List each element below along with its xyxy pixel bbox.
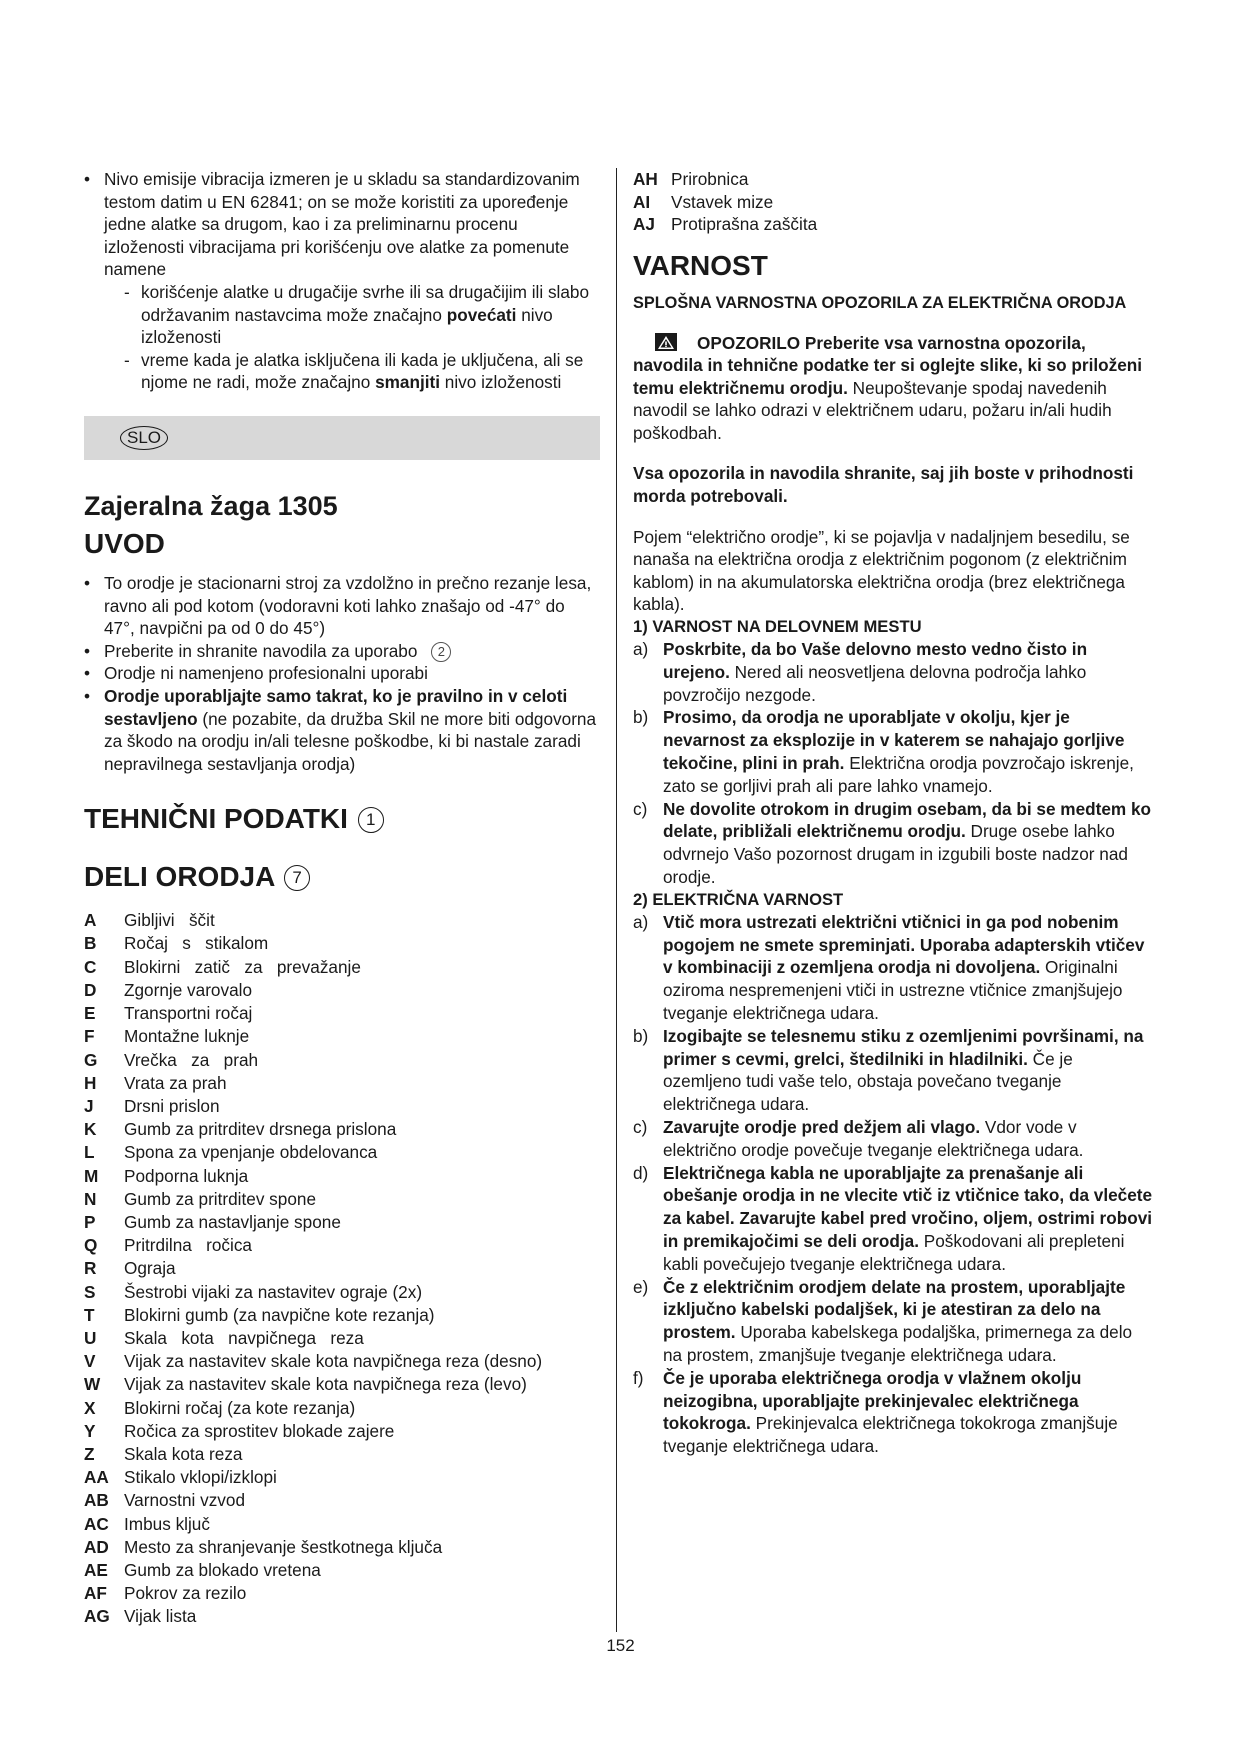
safety-item xyxy=(633,798,1153,889)
part-label: Pokrov za rezilo xyxy=(124,1583,247,1604)
part-label: Blokirni zatič za prevažanje xyxy=(124,956,361,977)
part-label: Prirobnica xyxy=(671,169,749,189)
part-row xyxy=(633,213,1153,236)
parts-list-continued xyxy=(633,168,1153,236)
part-label: Mesto za shranjevanje šestkotnega ključa xyxy=(124,1536,443,1557)
part-label: Montažne luknje xyxy=(124,1026,250,1047)
dash-text: vreme kada je alatka isključena ili kada je uključena, ali se njome ne radi, može značajno xyxy=(141,349,584,393)
language-band xyxy=(84,416,600,460)
figure-ref: 1 xyxy=(358,807,384,833)
item-text: Če je ozemljeno tudi vaše telo, obstaja povečano tveganje električnega udara. xyxy=(663,1048,1073,1115)
part-letter: AH xyxy=(633,169,658,189)
warning-bold: OPOZORILO Preberite vsa varnostna opozorila, navodila in tehnične podatke ter si oglejte slike, ki so priloženi temu električnemu orodju. xyxy=(633,332,1143,398)
part-label: Transportni ročaj xyxy=(124,1003,253,1024)
part-letter: H xyxy=(84,1072,97,1093)
safety-item xyxy=(633,1162,1153,1276)
vibration-dash-list xyxy=(104,281,600,394)
part-letter: S xyxy=(84,1281,96,1302)
part-row xyxy=(84,1211,600,1234)
safety-subheading: SPLOŠNA VARNOSTNA OPOZORILA ZA ELEKTRIČNA ORODJA xyxy=(633,293,1127,312)
part-label: Blokirni ročaj (za kote rezanja) xyxy=(124,1397,356,1418)
item-text: Poškodovani ali prepleteni kabli povečujejo tveganje električnega udara. xyxy=(663,1230,1125,1274)
part-letter: W xyxy=(84,1374,101,1395)
part-letter: Z xyxy=(84,1443,95,1464)
right-column xyxy=(633,168,1153,1458)
part-label: Gibljivi ščit xyxy=(124,910,215,931)
intro-bullet xyxy=(84,640,600,663)
keep-text: Vsa opozorila in navodila shranite, saj jih boste v prihodnosti morda potrebovali. xyxy=(633,463,1134,507)
part-row xyxy=(84,1257,600,1280)
part-label: Ograja xyxy=(124,1258,176,1279)
part-row xyxy=(84,1141,600,1164)
part-label: Imbus ključ xyxy=(124,1513,210,1534)
tech-title: TEHNIČNI PODATKI xyxy=(84,803,348,835)
item-text: Električna orodja povzročajo iskrenje, zato se gorljivi prah ali pare lahko vnamejo. xyxy=(663,753,1134,796)
part-letter: Y xyxy=(84,1420,96,1441)
part-row xyxy=(84,1072,600,1095)
part-row xyxy=(84,1118,600,1141)
part-label: Ročica za sprostitev blokade zajere xyxy=(124,1420,395,1441)
item-text: Nered ali neosvetljena delovna področja lahko povzročijo nezgode. xyxy=(663,661,1087,705)
part-letter: L xyxy=(84,1142,95,1163)
left-column xyxy=(84,168,600,1629)
item-text: Vdor vode v električno orodje povečuje tveganje električnega udara. xyxy=(663,1116,1084,1160)
tech-heading xyxy=(84,801,600,837)
part-row xyxy=(84,1397,600,1420)
part-label: Stikalo vklopi/izklopi xyxy=(124,1467,277,1488)
part-label: Podporna luknja xyxy=(124,1165,249,1186)
part-row xyxy=(84,1489,600,1512)
safety-item xyxy=(633,638,1153,706)
part-letter: U xyxy=(84,1327,97,1348)
part-row xyxy=(84,1373,600,1396)
intro-heading: UVOD xyxy=(84,527,165,559)
item-text: Originalni oziroma nespremenjeni vtiči in ustrezne vtičnice zmanjšujejo tveganje električnega udara. xyxy=(663,957,1123,1023)
intro-text: Preberite in shranite navodila za uporabo xyxy=(104,640,418,661)
part-row xyxy=(84,1095,600,1118)
item-letter: c) xyxy=(633,1116,648,1137)
item-text: Druge osebe lahko odvrnejo Vašo pozornost drugam in izgubili boste nadzor nad orodje. xyxy=(663,821,1128,887)
safety-item xyxy=(633,706,1153,797)
part-label: Vijak lista xyxy=(124,1606,197,1627)
dash-text: korišćenje alatke u drugačije svrhe ili sa drugačijim ili slabo održavanim nastavcima može značajno xyxy=(141,281,590,325)
vibration-list xyxy=(84,168,600,394)
part-letter: AF xyxy=(84,1583,107,1604)
item-text: Uporaba kabelskega podaljška, primernega za delo na prostem, zmanjšuje tveganje električnega udara. xyxy=(663,1322,1133,1365)
safety-item xyxy=(633,1116,1153,1162)
item-letter: d) xyxy=(633,1162,649,1183)
part-row xyxy=(84,1536,600,1559)
part-label: Vijak za nastavitev skale kota navpičnega reza (desno) xyxy=(124,1351,543,1372)
page-number: 152 xyxy=(606,1636,635,1655)
safety-item xyxy=(633,1276,1153,1367)
warning-triangle-icon xyxy=(655,333,677,351)
part-label: Spona za vpenjanje obdelovanca xyxy=(124,1142,378,1163)
warning-paragraph xyxy=(633,332,1153,445)
part-row xyxy=(84,1049,600,1072)
part-letter: N xyxy=(84,1188,97,1209)
part-letter: A xyxy=(84,910,97,931)
part-label: Protiprašna zaščita xyxy=(671,214,818,234)
item-letter: a) xyxy=(633,911,649,932)
product-title: Zajeralna žaga 1305 xyxy=(84,490,338,521)
part-row xyxy=(84,1350,600,1373)
safety-item xyxy=(633,1367,1153,1458)
part-row xyxy=(84,1443,600,1466)
intro-bullet: • Orodje ni namenjeno profesionalni uporabi xyxy=(84,662,600,685)
part-letter: E xyxy=(84,1003,96,1024)
term-definition: Pojem “električno orodje”, ki se pojavlja v nadaljnjem besedilu, se nanaša na električna orodja z električnim pogonom (z električnim kablom) in na akumulatorska električna orodja (brez električnega kabla). xyxy=(633,526,1130,615)
item-letter: b) xyxy=(633,1025,649,1046)
part-label: Vstavek mize xyxy=(671,191,774,212)
parts-title: DELI ORODJA xyxy=(84,861,275,893)
language-badge: SLO xyxy=(120,426,168,450)
part-letter: C xyxy=(84,956,97,977)
part-row xyxy=(84,1327,600,1350)
part-letter: B xyxy=(84,933,97,954)
intro-bullet xyxy=(84,685,600,775)
part-row xyxy=(84,1466,600,1489)
part-label: Gumb za pritrditev spone xyxy=(124,1188,317,1209)
dash-item xyxy=(124,349,600,394)
part-label: Gumb za nastavljanje spone xyxy=(124,1211,341,1232)
part-row xyxy=(84,1281,600,1304)
part-letter: R xyxy=(84,1258,97,1279)
electrical-safety-list xyxy=(633,911,1153,1458)
part-letter: AG xyxy=(84,1606,110,1627)
part-row xyxy=(84,1582,600,1605)
part-row xyxy=(84,1559,600,1582)
part-row xyxy=(84,1234,600,1257)
part-label: Vrečka za prah xyxy=(124,1049,259,1070)
item-bold: Prosimo, da orodja ne uporabljate v okolju, kjer je nevarnost za eksplozije in v katerem se nahajajo gorljive tekočine, plini in prah. xyxy=(663,707,1125,774)
part-letter: AI xyxy=(633,191,651,212)
intro-list xyxy=(84,572,600,775)
part-letter: F xyxy=(84,1026,95,1047)
part-letter: D xyxy=(84,979,97,1000)
part-row xyxy=(84,1513,600,1536)
item-letter: c) xyxy=(633,798,648,819)
part-letter: V xyxy=(84,1351,96,1372)
part-letter: K xyxy=(84,1119,97,1140)
part-letter: P xyxy=(84,1211,96,1232)
part-label: Pritrdilna ročica xyxy=(124,1235,252,1256)
part-letter: AD xyxy=(84,1536,109,1557)
part-row xyxy=(84,1025,600,1048)
part-label: Zgornje varovalo xyxy=(124,979,253,1000)
item-bold: Poskrbite, da bo Vaše delovno mesto vedno čisto in urejeno. xyxy=(663,639,1088,682)
keep-instructions xyxy=(633,462,1153,507)
item-letter: a) xyxy=(633,639,649,660)
part-label: Blokirni gumb (za navpične kote rezanja) xyxy=(124,1304,435,1325)
column-divider xyxy=(616,168,617,1632)
part-row xyxy=(84,979,600,1002)
part-letter: X xyxy=(84,1397,96,1418)
part-letter: T xyxy=(84,1304,95,1325)
part-label: Skala kota navpičnega reza xyxy=(124,1327,364,1348)
part-row xyxy=(84,1420,600,1443)
figure-ref: 2 xyxy=(431,642,451,662)
item-letter: f) xyxy=(633,1367,644,1388)
figure-ref: 7 xyxy=(284,865,310,891)
safety-heading: VARNOST xyxy=(633,249,768,281)
part-label: Drsni prislon xyxy=(124,1095,220,1116)
dash-text: nivo izloženosti xyxy=(440,372,562,393)
vibration-bullet xyxy=(84,168,600,394)
part-row xyxy=(633,168,1153,191)
item-bold: Izogibajte se telesnemu stiku z ozemljenimi površinami, na primer s cevmi, grelci, štedilniki in hladilniki. xyxy=(663,1025,1144,1069)
safety-item xyxy=(633,1025,1153,1116)
part-row xyxy=(84,1002,600,1025)
warning-text: Neupoštevanje spodaj navedenih navodil se lahko odrazi v električnem udaru, požaru in/ali hudih poškodbah. xyxy=(633,377,1112,443)
item-letter: b) xyxy=(633,707,649,728)
part-row xyxy=(84,956,600,979)
part-letter: AE xyxy=(84,1559,108,1580)
item-bold: Zavarujte orodje pred dežjem ali vlago. xyxy=(663,1116,981,1137)
dash-item xyxy=(124,281,600,349)
item-bold: Če z električnim orodjem delate na prostem, uporabljajte izključno kabelski podaljšek, ki je atestiran za delo na prostem. xyxy=(663,1276,1126,1343)
item-bold: Če je uporaba električnega orodja v vlažnem okolju neizogibna, uporabljajte prekinjevalec električnega tokokroga. xyxy=(663,1367,1082,1434)
intro-bullet: • To orodje je stacionarni stroj za vzdolžno in prečno rezanje lesa, ravno ali pod kotom (vodoravni koti lahko znašajo od -47° do 47°, navpični pa od 0 do 45°) xyxy=(84,572,600,640)
intro-text: (ne pozabite, da družba Skil ne more biti odgovorna za škodo na orodju in/ali telesne poškodbe, ki bi nastale zaradi nepravilnega sestavljanja orodja) xyxy=(104,708,597,774)
part-label: Varnostni vzvod xyxy=(124,1490,246,1511)
item-bold: Električnega kabla ne uporabljajte za prenašanje ali obešanje orodja in ne vlecite vtič iz vtičnice tako, da vlečete za kabel. Zavarujte kabel pred vročino, oljem, ostrimi robovi in premikajočimi se deli orodja. xyxy=(663,1162,1153,1251)
part-letter: AB xyxy=(84,1490,109,1511)
part-label: Ročaj s stikalom xyxy=(124,933,269,954)
part-letter: AC xyxy=(84,1513,109,1534)
intro-bold: Orodje uporabljajte samo takrat, ko je pravilno in v celoti sestavljeno xyxy=(104,685,568,729)
part-label: Šestrobi vijaki za nastavitev ograje (2x) xyxy=(124,1281,423,1302)
part-row xyxy=(633,191,1153,214)
part-label: Skala kota reza xyxy=(124,1443,243,1464)
part-letter: Q xyxy=(84,1235,98,1256)
item-bold: Vtič mora ustrezati električni vtičnici in ga pod nobenim pogojem ne smete spreminjati. Uporaba adapterskih vtičev v kombinaciji z ozemljena orodja ni dovoljena. xyxy=(663,911,1145,978)
part-label: Gumb za pritrditev drsnega prislona xyxy=(124,1119,397,1140)
dash-bold: smanjiti xyxy=(375,372,441,393)
item-text: Prekinjevalca električnega tokokroga zmanjšuje tveganje električnega udara. xyxy=(663,1413,1118,1457)
part-row xyxy=(84,1165,600,1188)
part-row xyxy=(84,909,600,932)
parts-heading xyxy=(84,859,600,895)
item-letter: e) xyxy=(633,1276,649,1297)
work-area-safety-list xyxy=(633,638,1153,889)
part-label: Vijak za nastavitev skale kota navpičnega reza (levo) xyxy=(124,1374,527,1395)
part-label: Vrata za prah xyxy=(124,1072,227,1093)
part-letter: AA xyxy=(84,1467,109,1488)
part-letter: M xyxy=(84,1165,99,1186)
part-label: Gumb za blokado vretena xyxy=(124,1559,321,1580)
part-row xyxy=(84,1605,600,1628)
part-letter: J xyxy=(84,1095,94,1116)
section-title-1: 1) VARNOST NA DELOVNEM MESTU xyxy=(633,617,922,637)
item-bold: Ne dovolite otrokom in drugim osebam, da bi se medtem ko delate, približali električnemu orodju. xyxy=(663,798,1152,842)
vibration-text: Nivo emisije vibracija izmeren je u skladu sa standardizovanim testom datim u EN 62841; on se može koristiti za upoređenje jedne alatke sa drugom, kao i za preliminarnu procenu izloženosti vibracijama pri korišćenju ove alatke za pomenute namene xyxy=(104,169,580,280)
part-row xyxy=(84,1188,600,1211)
part-row xyxy=(84,932,600,955)
safety-item xyxy=(633,911,1153,1025)
parts-list xyxy=(84,909,600,1628)
part-row xyxy=(84,1304,600,1327)
section-title-2: 2) ELEKTRIČNA VARNOST xyxy=(633,889,844,909)
dash-bold: povećati xyxy=(446,304,517,325)
part-letter: G xyxy=(84,1049,98,1070)
dash-text: nivo izloženosti xyxy=(141,304,553,348)
part-letter: AJ xyxy=(633,214,655,234)
